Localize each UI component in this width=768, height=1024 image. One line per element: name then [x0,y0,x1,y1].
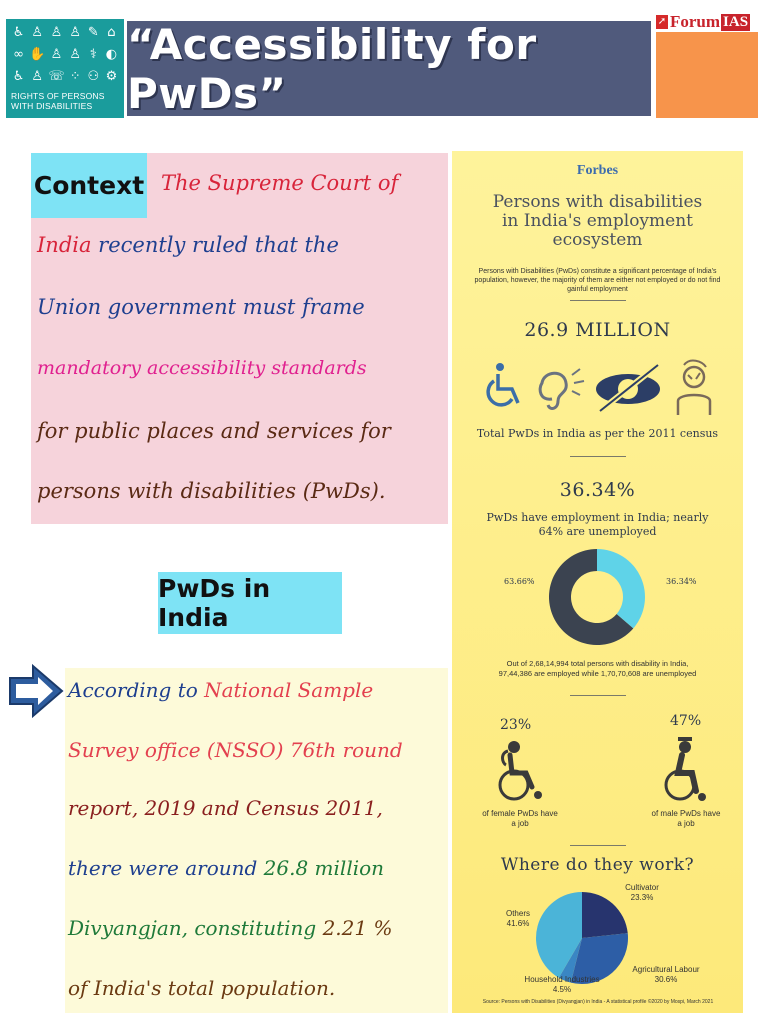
context-line: mandatory accessibility standards [37,357,367,379]
count-line: Out of 2,68,14,994 total persons with disability in India, [506,659,689,668]
female-caption-line: of female PwDs have [482,809,558,818]
person-icon: ♙ [69,47,81,62]
intro-line: gainful employment [567,286,628,293]
pie-label-household [514,975,610,995]
family-icon: ⚇ [87,69,100,84]
context-line: The Supreme Court of [161,171,399,195]
employed-percentage: 36.34% [559,479,636,501]
info-line-4 [68,856,384,880]
info-text: Divyangjan, constituting [68,916,323,940]
info-text-highlight: National Sample [204,678,374,702]
pie-label-value: 4.5% [552,985,572,994]
visual-impairment-icon [596,365,660,411]
infographic-intro [452,267,743,294]
brand-forum: Forum [670,12,721,31]
infographic-title-line: Persons with disabilities [492,192,703,212]
divider [570,300,626,301]
total-pwd-figure: 26.9 MILLION [524,319,671,341]
person-icon: ♙ [31,25,44,40]
employment-count-text [452,659,743,679]
page-title: “Accessibility for PwDs” [127,19,537,118]
divider [570,695,626,696]
sign-language-icon: ✋ [29,47,46,62]
disability-type-icons [480,359,720,415]
pie-label-text: Household Industries [524,975,600,984]
info-line-2: Survey office (NSSO) 76th round [68,738,403,762]
title-banner [127,21,651,116]
pie-label-cultivator [612,883,672,903]
context-line: Union government must frame [37,295,365,319]
employment-donut-chart [532,547,662,647]
logo-caption-line: WITH DISABILITIES [11,101,93,111]
pie-label-others [498,909,538,929]
info-line-3: report, 2019 and Census 2011, [68,796,383,820]
employed-caption-line: PwDs have employment in India; nearly [486,511,709,524]
brand-ias: IAS [723,13,749,30]
pie-label-text: Others [505,909,530,918]
infographic-title [452,193,743,250]
employed-caption-line: 64% are unemployed [538,525,657,538]
source-note: Source: Persons with Disabilities (Divyangjan) in India - A statistical profile ©2020 by Mospi, March 2021 [482,999,714,1005]
forbes-infographic [452,151,743,1013]
context-line-2 [37,233,339,257]
hearing-icon: ◐ [105,47,118,62]
male-wheelchair-user-icon [654,737,712,803]
where-they-work-title: Where do they work? [500,855,695,875]
info-line-1 [68,678,373,702]
total-pwd-caption: Total PwDs in India as per the 2011 census [476,427,719,440]
nsso-info-panel [65,668,448,1013]
female-caption-line: a job [511,819,529,828]
divider [570,456,626,457]
context-line: persons with disabilities (PwDs). [37,479,386,503]
info-text: there were around [68,856,264,880]
dots-icon: ⁘ [69,69,81,84]
context-line: for public places and services for [37,419,391,443]
context-label: Context [31,153,147,218]
info-text-highlight: 2.21 % [322,916,393,940]
pie-label-text: Cultivator [625,883,659,892]
employed-caption [452,511,743,539]
up-arrow-icon: ➚ [657,16,667,27]
hearing-icon [540,369,584,408]
donut-employed-label: 36.34% [666,577,697,586]
forumias-brand [656,12,758,118]
glasses-icon: ∞ [13,47,24,62]
wheelchair-icon: ♿ [12,69,25,84]
disability-icons-grid [11,23,119,86]
forbes-logo: Forbes [576,163,619,178]
person-icon: ♙ [50,47,63,62]
pie-label-agricultural [618,965,714,985]
pie-label-value: 41.6% [506,919,530,928]
gear-icon: ⚙ [105,69,118,84]
logo-caption-line: RIGHTS OF PERSONS [11,91,105,101]
context-line-2-rest: recently ruled that the [91,233,339,257]
pie-label-value: 30.6% [654,975,678,984]
pie-label-value: 23.3% [630,893,654,902]
context-panel [31,153,448,524]
logo-caption [11,91,119,111]
male-employment-pct: 47% [670,713,702,729]
intro-line: Persons with Disabilities (PwDs) constitute a significant percentage of India's [478,268,717,275]
male-caption-line: a job [677,819,695,828]
pie-label-text: Agricultural Labour [632,965,700,974]
female-caption [470,809,570,829]
person-icon: ♙ [69,25,81,40]
info-line-5 [68,916,392,940]
donut-unemployed-label: 63.66% [504,577,535,586]
brand-bar [656,12,758,32]
person-icon: ♙ [31,69,44,84]
female-wheelchair-user-icon [492,739,548,803]
infographic-title-line: ecosystem [552,230,643,250]
info-text-highlight: 26.8 million [263,856,385,880]
pwds-in-india-label: PwDs in India [158,572,342,634]
brain-icon: ✎ [87,25,99,40]
female-employment-pct: 23% [500,717,532,733]
intro-line: population, however, the majority of them are either not employed or do not find [474,277,721,284]
context-word-india: India [37,233,92,257]
wheelchair-icon [488,363,518,405]
divider [570,845,626,846]
cognitive-disability-icon [678,361,710,415]
right-arrow-icon [7,663,65,719]
info-text: According to [68,678,205,702]
person-icon: ♙ [50,25,63,40]
cane-icon: ⚕ [89,47,97,62]
male-caption-line: of male PwDs have [651,809,721,818]
info-line-6: of India's total population. [68,976,336,1000]
donut-slice-employed [597,549,645,628]
wheelchair-icon: ♿ [12,25,25,40]
bed-icon: ⌂ [107,25,116,40]
work-sector-pie-chart [532,888,632,988]
male-caption [636,809,736,829]
infographic-title-line: in India's employment [501,211,693,231]
speech-icon: ☏ [48,69,65,84]
rights-of-pwd-logo [6,19,124,118]
count-line: 97,44,386 are employed while 1,70,70,608 are unemployed [498,669,697,678]
